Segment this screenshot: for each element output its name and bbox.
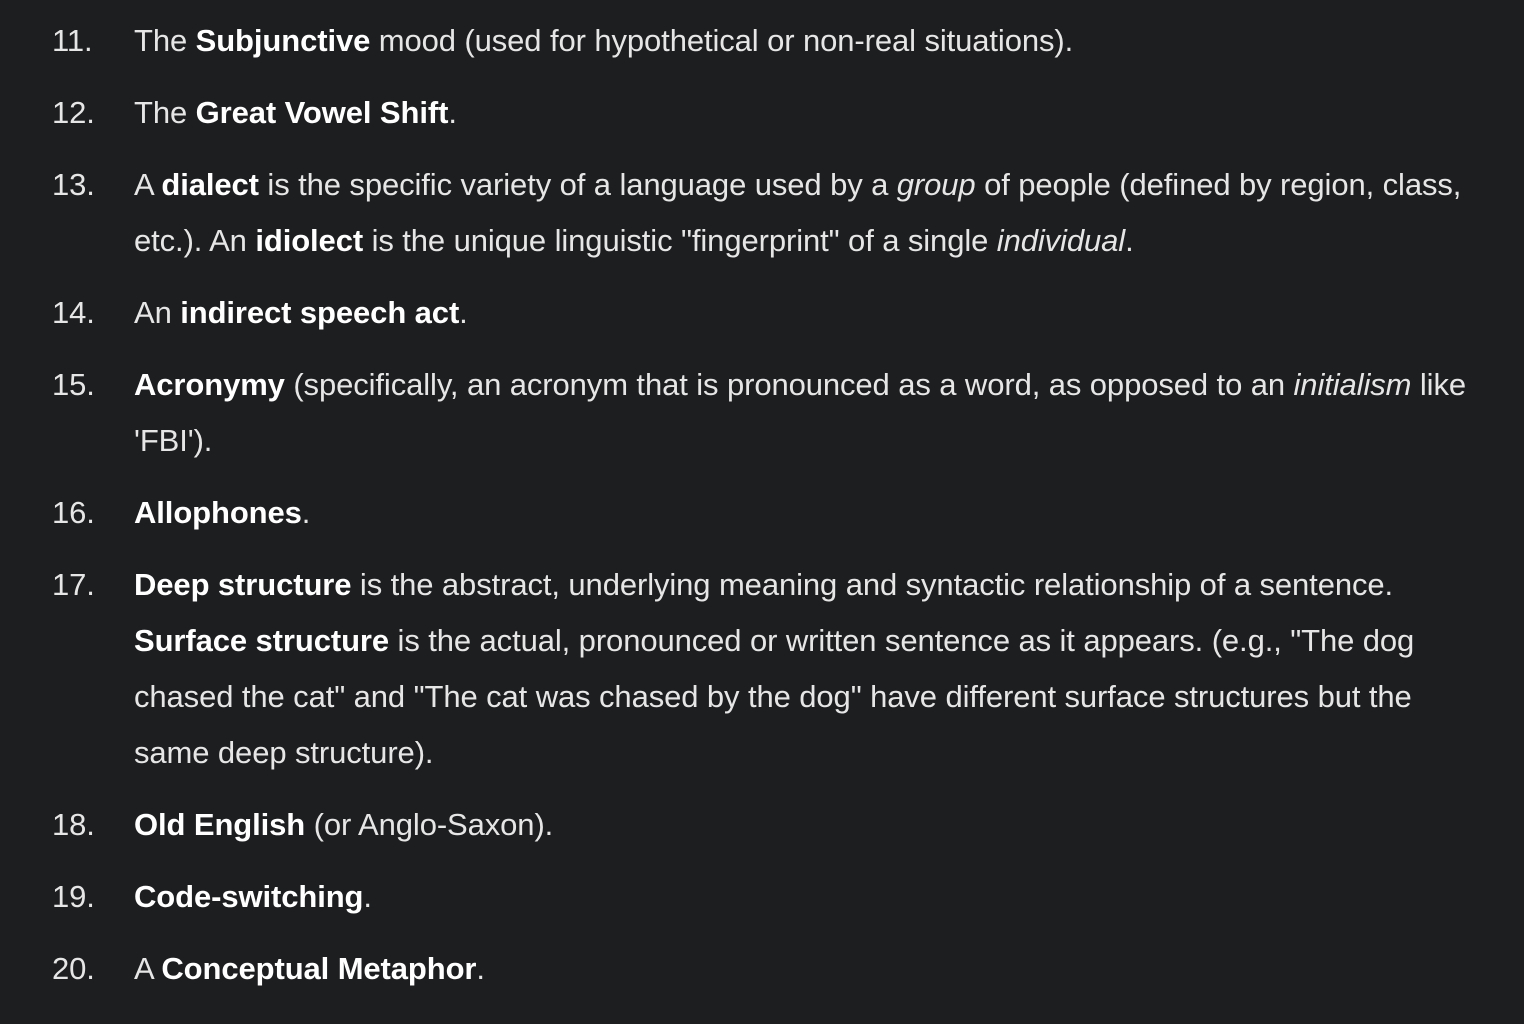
answer-text bbox=[134, 557, 1484, 781]
answer-term: Deep structure bbox=[134, 567, 352, 602]
answer-text-segment: is the actual, pronounced or written sentence as it appears. (e.g., "The dog chased the cat" and "The cat was chased by the dog" have different surface structures but the same deep structure). bbox=[134, 623, 1415, 770]
answer-text-segment: is the specific variety of a language used by a bbox=[258, 167, 897, 202]
answer-text bbox=[134, 85, 1484, 141]
answer-text-segment: like 'FBI'). bbox=[134, 367, 1467, 458]
answer-number: 13. bbox=[52, 167, 95, 202]
answer-number: 17. bbox=[52, 567, 95, 602]
answer-text-segment: . bbox=[448, 95, 457, 130]
answer-number: 19. bbox=[52, 879, 95, 914]
answer-text bbox=[134, 797, 1484, 853]
answer-text-segment: of people (defined by region, class, etc.). An bbox=[134, 167, 1462, 258]
answer-text bbox=[134, 485, 1484, 541]
answer-text-segment: is the unique linguistic "fingerprint" of a single bbox=[363, 223, 997, 258]
emphasis-text: individual bbox=[996, 223, 1126, 258]
answer-text-segment: The bbox=[134, 23, 196, 58]
answer-term: Acronymy bbox=[134, 367, 285, 402]
answer-term: Conceptual Metaphor bbox=[161, 951, 477, 986]
answer-number: 16. bbox=[52, 495, 95, 530]
answer-text-segment: A bbox=[134, 167, 162, 202]
answer-text-segment: The bbox=[134, 95, 196, 130]
answer-number: 14. bbox=[52, 295, 95, 330]
answer-text-segment: . bbox=[363, 879, 372, 914]
answer-text bbox=[134, 13, 1484, 69]
answer-item bbox=[0, 485, 1524, 541]
answer-text-segment: (specifically, an acronym that is pronounced as a word, as opposed to an bbox=[284, 367, 1294, 402]
answer-term: idiolect bbox=[255, 223, 364, 258]
answer-text bbox=[134, 285, 1484, 341]
answer-term: Surface structure bbox=[134, 623, 390, 658]
answer-text-segment: A bbox=[134, 951, 162, 986]
answer-text-segment: . bbox=[1125, 223, 1134, 258]
emphasis-text: initialism bbox=[1293, 367, 1412, 402]
answer-text-segment: . bbox=[301, 495, 311, 530]
answer-item bbox=[0, 157, 1524, 269]
answer-text-segment: . bbox=[459, 295, 468, 330]
answer-term: indirect speech act bbox=[180, 295, 460, 330]
answer-text bbox=[134, 157, 1484, 269]
answer-item bbox=[0, 869, 1524, 925]
answer-item bbox=[0, 13, 1524, 69]
answer-text-segment: (or Anglo-Saxon). bbox=[305, 807, 554, 842]
answer-number: 15. bbox=[52, 367, 95, 402]
answer-text-segment: . bbox=[476, 951, 485, 986]
answer-text bbox=[134, 869, 1484, 925]
answer-number: 11. bbox=[52, 23, 93, 58]
answer-item bbox=[0, 941, 1524, 997]
answer-text-segment: is the abstract, underlying meaning and syntactic relationship of a sentence. bbox=[351, 567, 1394, 602]
answer-text-segment: mood (used for hypothetical or non-real situations). bbox=[370, 23, 1074, 58]
answer-term: Subjunctive bbox=[195, 23, 371, 58]
answer-text bbox=[134, 357, 1484, 469]
answer-term: dialect bbox=[161, 167, 259, 202]
emphasis-text: group bbox=[896, 167, 976, 202]
answer-number: 20. bbox=[52, 951, 95, 986]
answer-term: Old English bbox=[134, 807, 306, 842]
answer-number: 18. bbox=[52, 807, 95, 842]
answer-item bbox=[0, 557, 1524, 781]
answer-term: Great Vowel Shift bbox=[195, 95, 449, 130]
answer-term: Allophones bbox=[134, 495, 302, 530]
answer-text bbox=[134, 941, 1484, 997]
answer-item bbox=[0, 797, 1524, 853]
answer-item bbox=[0, 85, 1524, 141]
answer-item bbox=[0, 285, 1524, 341]
answer-text-segment: An bbox=[134, 295, 181, 330]
answer-item bbox=[0, 357, 1524, 469]
answer-term: Code-switching bbox=[134, 879, 364, 914]
answer-number: 12. bbox=[52, 95, 95, 130]
